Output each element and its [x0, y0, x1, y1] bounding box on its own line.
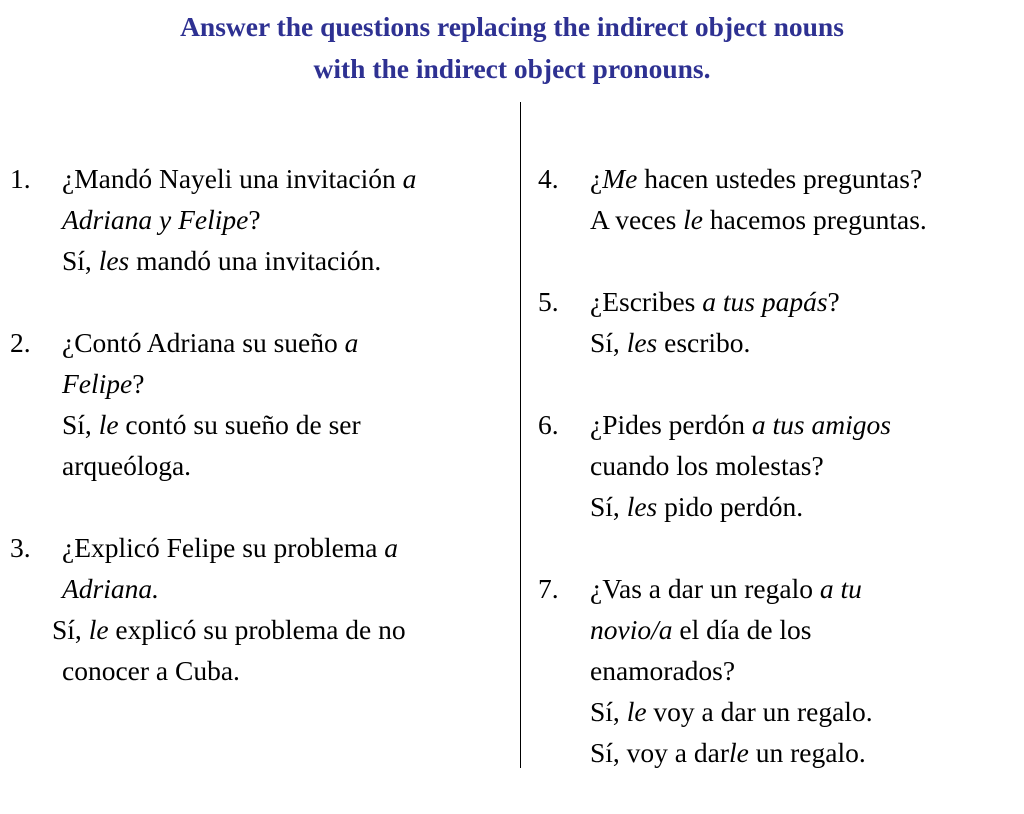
answer-line: conocer a Cuba. — [62, 655, 240, 686]
answer-line: Sí, le voy a dar un regalo. — [590, 696, 873, 727]
item-number: 5. — [538, 286, 559, 317]
page-title — [0, 6, 1024, 90]
exercise-item-7 — [538, 568, 1018, 773]
item-number: 1. — [10, 163, 31, 194]
answer-line: arqueóloga. — [62, 450, 192, 481]
question-line: Adriana. — [62, 573, 160, 604]
answer-line: Sí, le contó su sueño de ser — [62, 409, 361, 440]
question-line: Adriana y Felipe? — [62, 204, 261, 235]
title-line-1: Answer the questions replacing the indirect object nouns — [180, 11, 844, 42]
question-line: novio/a el día de los — [590, 614, 812, 645]
item-number: 3. — [10, 532, 31, 563]
answer-line: Sí, les pido perdón. — [590, 491, 804, 522]
exercise-item-6 — [538, 404, 1018, 527]
question-line: Felipe? — [62, 368, 145, 399]
item-number: 6. — [538, 409, 559, 440]
question-line: ¿Contó Adriana su sueño a — [62, 327, 359, 358]
title-line-2: with the indirect object pronouns. — [313, 53, 711, 84]
left-column — [10, 158, 510, 732]
question-line: ¿Vas a dar un regalo a tu — [590, 573, 862, 604]
question-line: cuando los molestas? — [590, 450, 824, 481]
question-line: ¿Explicó Felipe su problema a — [62, 532, 399, 563]
question-line: ¿Escribes a tus papás? — [590, 286, 840, 317]
exercise-item-5 — [538, 281, 1018, 363]
answer-line: Sí, le explicó su problema de no — [52, 614, 406, 645]
question-line: ¿Me hacen ustedes preguntas? — [590, 163, 923, 194]
exercise-item-3 — [10, 527, 510, 691]
answer-line: Sí, les mandó una invitación. — [62, 245, 382, 276]
answer-line: Sí, les escribo. — [590, 327, 751, 358]
right-column — [538, 158, 1018, 814]
item-number: 7. — [538, 573, 559, 604]
exercise-item-4 — [538, 158, 1018, 240]
answer-line: Sí, voy a darle un regalo. — [590, 737, 866, 768]
exercise-item-1 — [10, 158, 510, 281]
column-divider — [520, 102, 521, 768]
exercise-item-2 — [10, 322, 510, 486]
question-line: ¿Pides perdón a tus amigos — [590, 409, 891, 440]
answer-line: A veces le hacemos preguntas. — [590, 204, 927, 235]
question-line: enamorados? — [590, 655, 736, 686]
question-line: ¿Mandó Nayeli una invitación a — [62, 163, 417, 194]
item-number: 4. — [538, 163, 559, 194]
item-number: 2. — [10, 327, 31, 358]
